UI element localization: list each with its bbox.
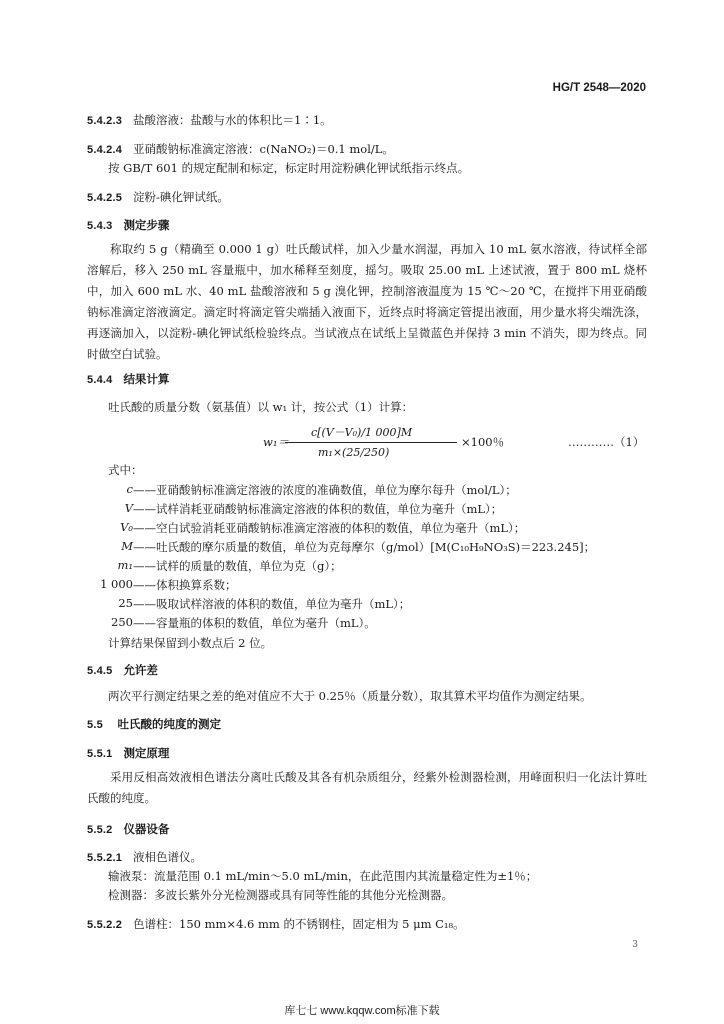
- section-number: 5.5: [87, 719, 103, 731]
- clause-text: 盐酸溶液：盐酸与水的体积比＝1∶1。: [133, 113, 332, 127]
- section-title: 仪器设备: [123, 824, 170, 836]
- section-number: 5.4.5: [87, 665, 113, 677]
- clause-5-4-2-4: [87, 141, 394, 157]
- definition-text: ——吐氏酸的摩尔质量的数值，单位为克每摩尔（g/mol）[M(C₁₀H₉NO₃S)＝223.245]；: [133, 540, 596, 554]
- formula-1: [263, 420, 563, 470]
- definition-symbol: 250: [111, 615, 133, 629]
- definition-text: ——亚硝酸钠标准滴定溶液的浓度的准确数值，单位为摩尔每升（mol/L）；: [133, 483, 517, 497]
- clause-number: 5.5.2.2: [87, 919, 123, 931]
- clause-number: 5.5.2.1: [87, 852, 123, 864]
- definition-text: ——空白试验消耗亚硝酸钠标准滴定溶液的体积的数值，单位为毫升（mL）；: [133, 521, 526, 535]
- section-title: 结果计算: [123, 374, 170, 386]
- definition-text: ——吸取试样溶液的体积的数值，单位为毫升（mL）；: [133, 597, 411, 611]
- rounding-note: 计算结果保留到小数点后 2 位。: [108, 636, 273, 650]
- section-title: 吐氏酸的纯度的测定: [117, 719, 222, 731]
- clause-5-5-2-2: [87, 916, 465, 932]
- clause-5-4-2-5: [87, 189, 229, 205]
- section-5-5-1-heading: [87, 745, 169, 761]
- definition-text: ——容量瓶的体积的数值，单位为毫升（mL）。: [133, 616, 376, 630]
- definition-symbol: c: [126, 482, 133, 496]
- definition-symbol: M: [121, 539, 133, 553]
- section-title: 测定步骤: [123, 220, 170, 232]
- clause-5-5-2-1: [87, 849, 202, 865]
- pump-spec: 输液泵：流量范围 0.1 mL/min～5.0 mL/min，在此范围内其流量稳定性为±1％；: [108, 869, 538, 883]
- footer-watermark: 库七七 www.kqqw.com标准下载: [284, 1005, 440, 1017]
- clause-text: 淀粉-碘化钾试纸。: [133, 190, 229, 204]
- principle-paragraph: 采用反相高效液相色谱法分离吐氏酸及其各有机杂质组分，经紫外检测器检测，用峰面积归一化法计算吐氏酸的纯度。: [87, 770, 647, 805]
- clause-note: 按 GB/T 601 的规定配制和标定，标定时用淀粉碘化钾试纸指示终点。: [108, 161, 470, 175]
- tolerance-text: 两次平行测定结果之差的绝对值应不大于 0.25％（质量分数），取其算术平均值作为测定结果。: [108, 689, 592, 703]
- formula-denominator: m₁×(25/250): [318, 446, 390, 459]
- clause-text: 亚硝酸钠标准滴定溶液：c(NaNO₂)＝0.1 mol/L。: [133, 142, 394, 156]
- section-5-4-5-heading: [87, 662, 158, 678]
- section-5-5-heading: [87, 716, 221, 732]
- section-number: 5.4.4: [87, 374, 113, 386]
- formula-reference: …………（1）: [568, 435, 645, 449]
- clause-number: 5.4.2.3: [87, 115, 123, 127]
- definition-symbol: 25: [118, 596, 133, 610]
- standard-number: HG/T 2548—2020: [552, 82, 646, 94]
- clause-5-4-2-3: [87, 112, 332, 128]
- definition-text: ——试样消耗亚硝酸钠标准滴定溶液的体积的数值，单位为毫升（mL）；: [133, 502, 503, 516]
- detector-spec: 检测器：多波长紫外分光检测器或具有同等性能的其他分光检测器。: [108, 888, 453, 902]
- calculation-intro: 吐氏酸的质量分数（氨基值）以 w₁ 计，按公式（1）计算：: [108, 400, 414, 414]
- section-number: 5.5.2: [87, 824, 113, 836]
- section-5-4-3-heading: [87, 217, 169, 233]
- clause-text: 液相色谱仪。: [133, 850, 203, 864]
- formula-numerator: c[(V－V₀)/1 000]M: [311, 426, 413, 439]
- page-number: 3: [632, 940, 638, 950]
- definition-symbol: V: [124, 501, 133, 515]
- section-title: 允许差: [123, 665, 158, 677]
- definition-text: ——试样的质量的数值，单位为克（g）；: [133, 559, 342, 573]
- definition-symbol: m₁: [117, 558, 133, 572]
- section-5-5-2-heading: [87, 821, 169, 837]
- definition-symbol: 1 000: [100, 577, 133, 591]
- section-5-4-4-heading: [87, 371, 169, 387]
- procedure-paragraph: 称取约 5 g（精确至 0.000 1 g）吐氏酸试样，加入少量水润湿，再加入 10 mL 氨水溶液，待试样全部溶解后，移入 250 mL 容量瓶中，加水稀释至刻度，摇匀。吸取 25.00 mL 上述试液，置于 800 mL 烧杯中，加入 600 mL 水、40 mL 盐酸溶液和 5 g 溴化钾，控制溶液温度为 15 ℃～20 ℃，在搅拌下用亚硝酸钠标准滴定溶液滴定。滴定时将滴定管尖端插入液面下，近终点时将滴定管提出液面，用少量水将尖端洗涤，再逐滴加入，以淀粉-碘化钾试纸检验终点。当试液点在试纸上呈微蓝色并保持 3 min 不消失，即为终点。同时做空白试验。: [87, 242, 647, 361]
- section-number: 5.4.3: [87, 220, 113, 232]
- section-title: 测定原理: [123, 748, 170, 760]
- definition-text: ——体积换算系数；: [133, 578, 237, 592]
- clause-text: 色谱柱：150 mm×4.6 mm 的不锈钢柱，固定相为 5 μm C₁₈。: [133, 917, 465, 931]
- definition-symbol: V₀: [120, 520, 133, 534]
- clause-number: 5.4.2.5: [87, 192, 123, 204]
- clause-number: 5.4.2.4: [87, 144, 123, 156]
- where-label: 式中：: [108, 463, 143, 477]
- formula-lhs: w₁＝: [263, 435, 289, 449]
- section-number: 5.5.1: [87, 748, 113, 760]
- formula-tail: ×100％: [461, 435, 505, 449]
- fraction-bar: [285, 442, 457, 443]
